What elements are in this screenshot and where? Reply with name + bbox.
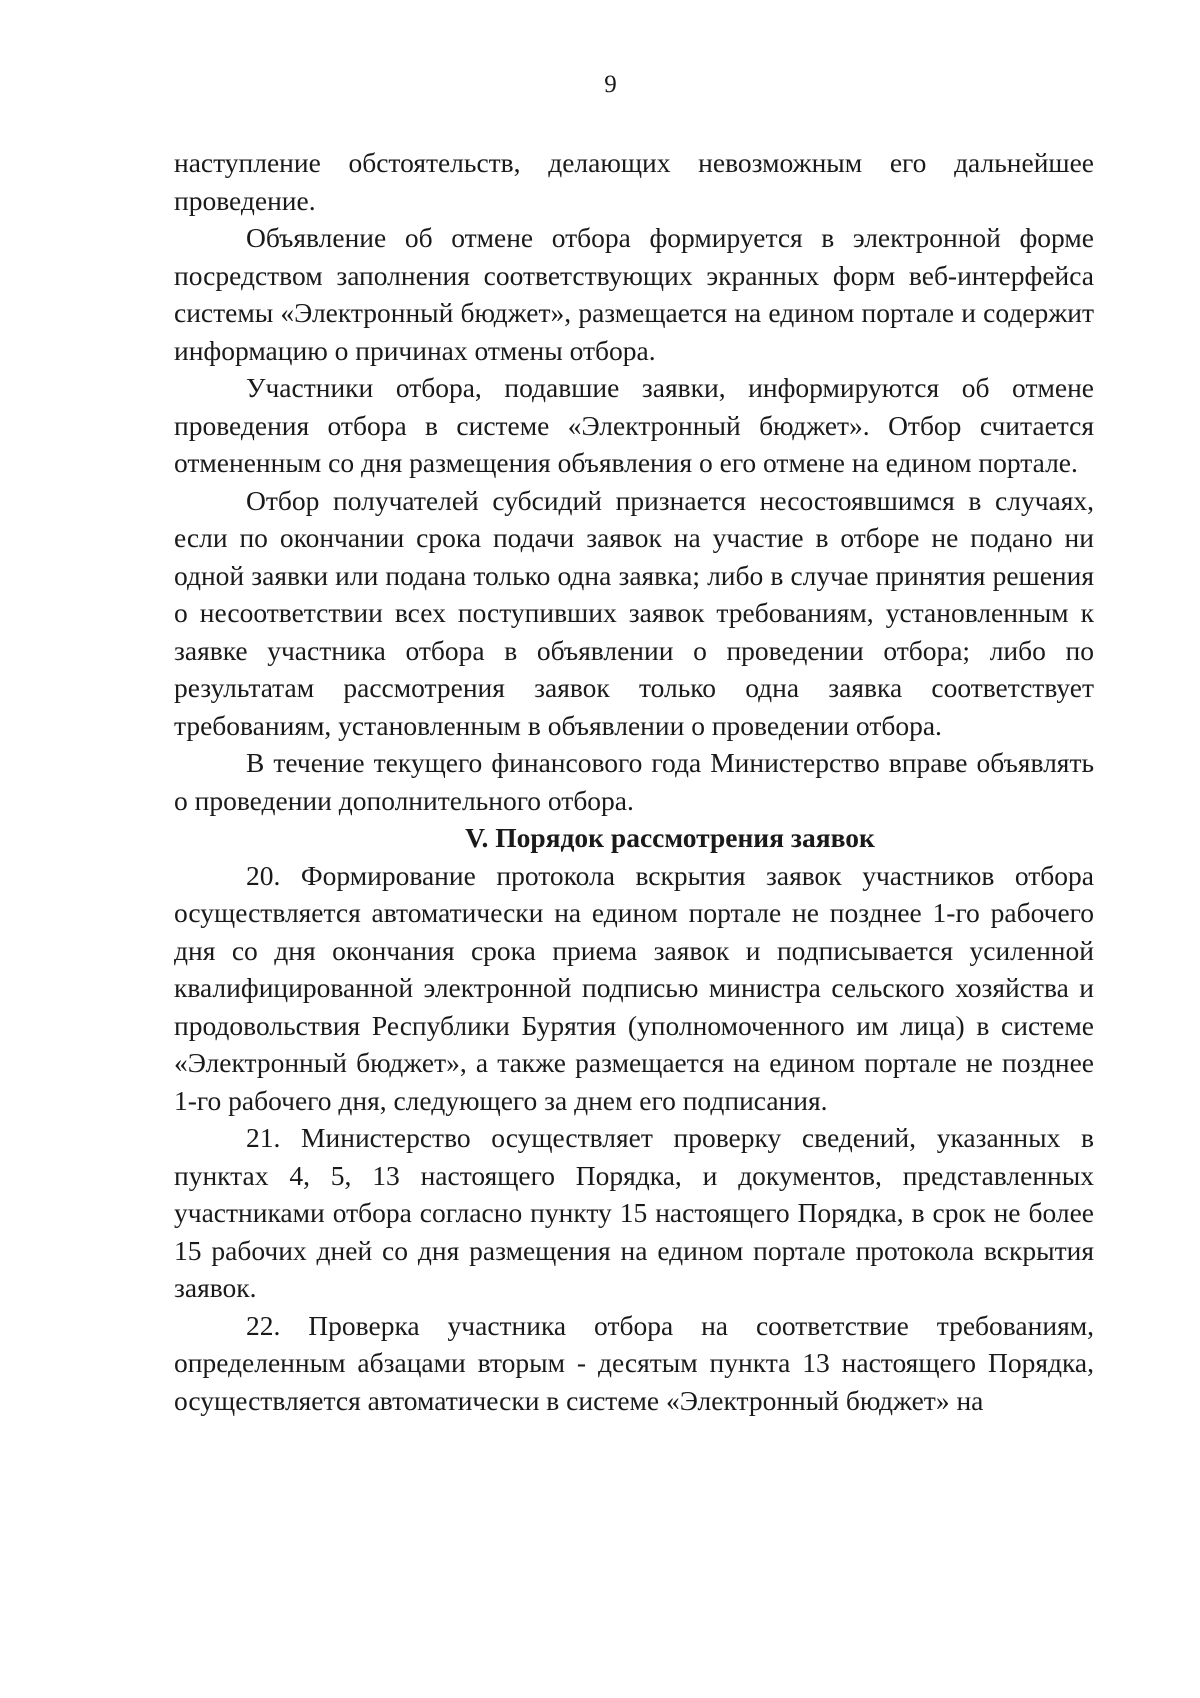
paragraph-item-21: 21. Министерство осуществляет проверку сведений, указанных в пунктах 4, 5, 13 настоящего Порядка, и документов, представленных участниками отбора согласно пункту 15 настоящего Порядка, в срок не более 15 рабочих дней со дня размещения на едином портале протокола вскрытия заявок. xyxy=(174,1122,1094,1303)
paragraph-participants-informed: Участники отбора, подавшие заявки, информируются об отмене проведения отбора в системе «Электронный бюджет». Отбор считается отмененным со дня размещения объявления о его отмене на едином портале. xyxy=(174,372,1094,478)
document-body xyxy=(174,144,1094,1419)
paragraph-continuation: наступление обстоятельств, делающих невозможным его дальнейшее проведение. xyxy=(174,147,1094,216)
section-heading: V. Порядок рассмотрения заявок xyxy=(465,822,875,853)
paragraph-cancellation-notice: Объявление об отмене отбора формируется в электронной форме посредством заполнения соответствующих экранных форм веб-интерфейса системы «Электронный бюджет», размещается на едином портале и содержит информацию о причинах отмены отбора. xyxy=(174,222,1094,366)
paragraph-item-22: 22. Проверка участника отбора на соответствие требованиям, определенным абзацами вторым - десятым пункта 13 настоящего Порядка, осуществляется автоматически в системе «Электронный бюджет» на xyxy=(174,1309,1094,1416)
paragraph-item-20: 20. Формирование протокола вскрытия заявок участников отбора осуществляется автоматически на едином портале не позднее 1-го рабочего дня со дня окончания срока приема заявок и подписывается усиленной квалифицированной электронной подписью министра сельского хозяйства и продовольствия Республики Бурятия (уполномоченного им лица) в системе «Электронный бюджет», а также размещается на едином портале не позднее 1-го рабочего дня, следующего за днем его подписания. xyxy=(174,859,1094,1116)
paragraph-selection-failed: Отбор получателей субсидий признается несостоявшимся в случаях, если по окончании срока подачи заявок на участие в отборе не подано ни одной заявки или подана только одна заявка; либо в случае принятия решения о несоответствии всех поступивших заявок требованиям, установленным к заявке участника отбора в объявлении о проведении отбора; либо по результатам рассмотрения заявок только одна заявка соответствует требованиям, установленным в объявлении о проведении отбора. xyxy=(174,484,1094,741)
paragraph-additional-selection: В течение текущего финансового года Министерство вправе объявлять о проведении дополнительного отбора. xyxy=(174,747,1094,816)
page-number: 9 xyxy=(604,71,617,98)
